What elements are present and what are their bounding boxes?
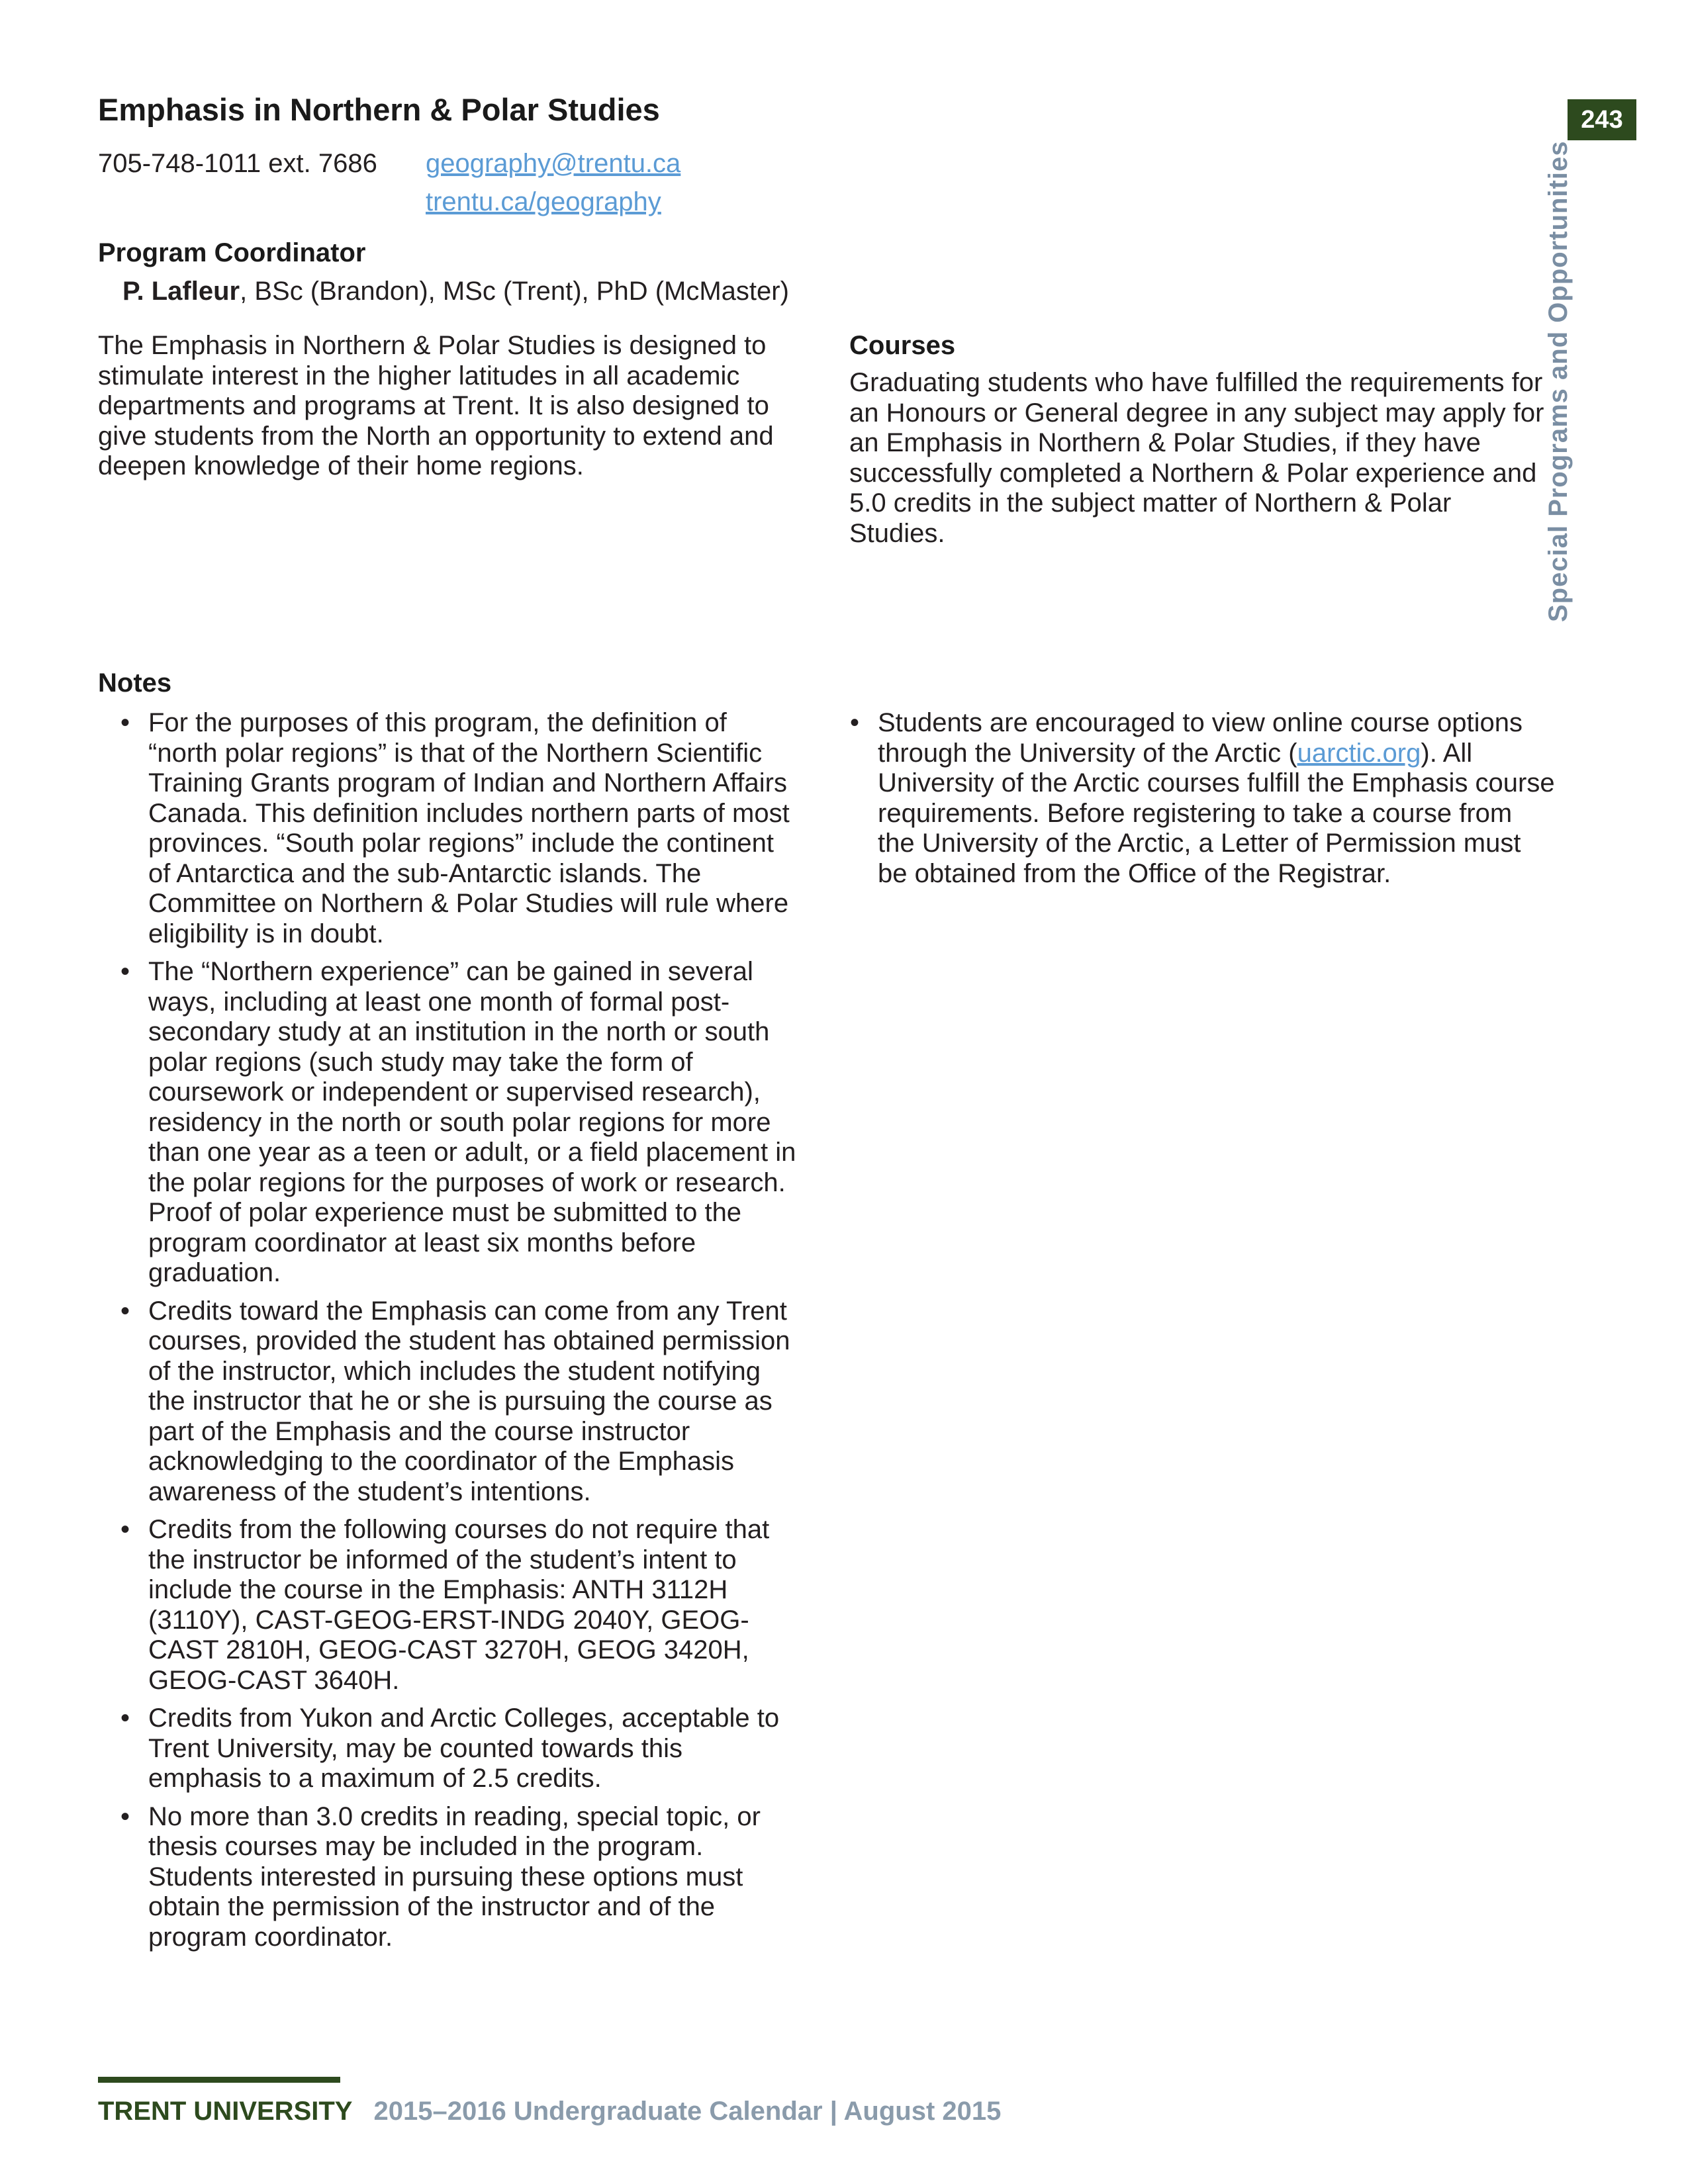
contact-links — [426, 144, 680, 221]
footer-calendar: 2015–2016 Undergraduate Calendar | August 2015 — [373, 2097, 1002, 2126]
courses-paragraph: Graduating students who have fulfilled the requirements for an Honours or General degree in any subject may apply for an Emphasis in Northern & Polar Studies, if they have successfully completed a Northern & Polar experience and 5.0 credits in the subject matter of Northern & Polar Studies. — [849, 368, 1544, 548]
notes-heading: Notes — [98, 668, 172, 698]
bullet-icon: • — [120, 957, 130, 986]
notes-list-right — [827, 708, 1556, 897]
coordinator-name: P. Lafleur — [122, 277, 240, 306]
website-link[interactable]: trentu.ca/geography — [426, 187, 661, 216]
bullet-icon: • — [850, 708, 860, 737]
bullet-icon: • — [120, 1296, 130, 1326]
footer — [98, 2097, 1001, 2126]
bullet-icon: • — [120, 1801, 130, 1831]
note-text: Credits from Yukon and Arctic Colleges, acceptable to Trent University, may be counted towards this emphasis to a maximum of 2.5 credits. — [148, 1704, 780, 1793]
coordinator-credentials: , BSc (Brandon), MSc (Trent), PhD (McMaster) — [240, 277, 789, 306]
coordinator-line — [122, 277, 789, 306]
list-item — [98, 1297, 800, 1508]
note-text: For the purposes of this program, the definition of “north polar regions” is that of the Northern Scientific Training Grants program of Indian and Northern Affairs Canada. This definition includes northern parts of most provinces. “South polar regions” include the continent of Antarctica and the sub-Antarctic islands. The Committee on Northern & Polar Studies will rule where eligibility is in doubt. — [148, 708, 790, 948]
bullet-icon: • — [120, 1704, 130, 1733]
note-text-before: Students are encouraged to view online course options through the University of the Arctic ( — [878, 708, 1523, 768]
intro-paragraph: The Emphasis in Northern & Polar Studies is designed to stimulate interest in the higher latitudes in all academic departments and programs at Trent. It is also designed to give students from the North an opportunity to extend and deepen knowledge of their home regions. — [98, 331, 774, 480]
uarctic-link[interactable]: uarctic.org — [1297, 738, 1421, 768]
list-item — [827, 708, 1556, 889]
list-item — [98, 1704, 800, 1794]
page-number-badge: 243 — [1568, 99, 1636, 140]
bullet-icon: • — [120, 1515, 130, 1544]
note-text: Credits from the following courses do not require that the instructor be informed of the student’s intent to include the course in the Emphasis: ANTH 3112H (3110Y), CAST-GEOG-ERST-INDG 2040Y, GEOG-CAST 2810H, GEOG-CAST 3270H, GEOG 3420H, GEOG-CAST 3640H. — [148, 1515, 770, 1695]
footer-university: TRENT UNIVERSITY — [98, 2097, 353, 2126]
note-text-after: ). All University of the Arctic courses fulfill the Emphasis course requirements. Before registering to take a course from the University of the Arctic, a Letter of Permission must be obtained from the Office of the Registrar. — [878, 738, 1555, 888]
page-title: Emphasis in Northern & Polar Studies — [98, 92, 660, 127]
list-item — [98, 1515, 800, 1696]
coordinator-heading: Program Coordinator — [98, 238, 366, 267]
note-text: Credits toward the Emphasis can come from any Trent courses, provided the student has obtained permission of the instructor, which includes the student notifying the instructor that he or she is pursuing the course as part of the Emphasis and the course instructor acknowledging to the coordinator of the Emphasis awareness of the student’s intentions. — [148, 1296, 790, 1506]
email-link[interactable]: geography@trentu.ca — [426, 149, 681, 178]
list-item — [98, 957, 800, 1289]
courses-heading: Courses — [849, 331, 956, 360]
list-item — [98, 708, 800, 949]
section-side-label: Special Programs and Opportunities — [1544, 140, 1573, 622]
phone-number: 705-748-1011 ext. 7686 — [98, 149, 377, 178]
list-item — [98, 1802, 800, 1953]
note-text: The “Northern experience” can be gained in several ways, including at least one month of formal post-secondary study at an institution in the north or south polar regions (such study may take the form of coursework or independent or supervised research), residency in the north or south polar regions for more than one year as a teen or adult, or a field placement in the polar regions for the purposes of work or research. Proof of polar experience must be submitted to the program coordinator at least six months before graduation. — [148, 957, 796, 1287]
note-text: No more than 3.0 credits in reading, special topic, or thesis courses may be included in the program. Students interested in pursuing these options must obtain the permission of the instructor and of the program coordinator. — [148, 1801, 761, 1952]
footer-rule — [98, 2077, 340, 2083]
notes-list-left — [98, 708, 800, 1960]
bullet-icon: • — [120, 708, 130, 737]
